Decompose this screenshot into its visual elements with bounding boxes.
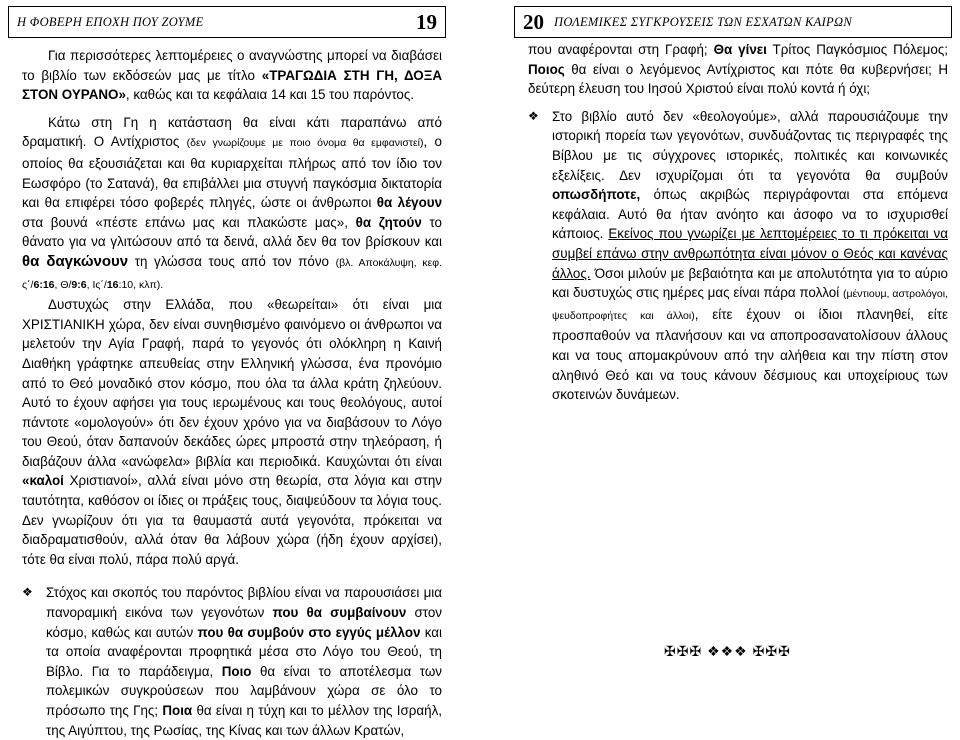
right-paragraph-1 (528, 40, 948, 99)
text-run: και τα οποία αναφέρονται προφητικά μέσα στο Λόγο του Θεού, τη Βίβλο. Για το παράδειγμα, (46, 624, 442, 679)
right-bullet-text (552, 107, 948, 405)
text-run: όπως ακριβώς περιγράφονται στα επόμενα κεφάλαια. Αυτό θα ήταν ανόητο και άσοφο να το ισχυρισθεί κάποιος. (552, 187, 948, 242)
right-page-number: 20 (523, 9, 544, 34)
right-page-body (514, 40, 952, 405)
right-page (514, 6, 952, 676)
right-header-title: ΠΟΛΕΜΙΚΕΣ ΣΥΓΚΡΟΥΣΕΙΣ ΤΩΝ ΕΣΧΑΤΩΝ ΚΑΙΡΩΝ (554, 14, 852, 29)
left-paragraph-3 (22, 295, 442, 569)
left-header-title: Η ΦΟΒΕΡΗ ΕΠΟΧΗ ΠΟΥ ΖΟΥΜΕ (17, 14, 204, 29)
text-run: Στόχος και σκοπός του παρόντος βιβλίου είναι να παρουσιάσει μια πανοραμική εικόνα των γεγονότων (46, 585, 442, 621)
ornament-divider: ✠✠✠ ❖❖❖ ✠✠✠ (664, 643, 791, 659)
reference-number: 6:16 (33, 278, 55, 291)
left-page (8, 6, 446, 738)
bold-text: που θα συμβαίνουν (272, 605, 407, 621)
small-note: (μέντιουμ, αστρολόγοι, ψευδοπροφήτες και άλλοι) (552, 288, 948, 322)
underlined-text: Εκείνος που γνωρίζει με λεπτομέρειες το τι πρόκειται να συμβεί επάνω στην ανθρωπότητα είναι μόνον ο Θεός και κανένας άλλος. (552, 226, 948, 281)
text-run: , είτε έχουν οι ίδιοι πλανηθεί, είτε προσπαθούν να πλανήσουν και να αποπροσανατολίσουν άλλους και να τους απομακρύνουν από την αλήθεια και την πίστη στον αληθινό Θεό και να τους κάνουν δέσμιους και υποχείριους των σκοτεινών δυνάμεων. (552, 306, 949, 403)
text-run: θα είναι το αποτέλεσμα των πολεμικών συγκρούσεων που λαμβάνουν χώρα σε όλο το πρόσωπο της Γης; (46, 663, 442, 718)
reference-number: 9:6 (71, 278, 87, 291)
bold-text: Ποιο (221, 663, 252, 679)
diamond-bullet-icon: ❖ (528, 108, 539, 123)
left-page-header (8, 6, 446, 38)
bold-text: Ποιος (528, 61, 565, 77)
bold-text: οπωσδήποτε, (552, 187, 641, 203)
book-title: «ΤΡΑΓΩΔΙΑ ΣΤΗ ΓΗ, ΔΟΞΑ ΣΤΟΝ ΟΥΡΑΝΟ» (22, 67, 442, 103)
text-run: στον κόσμο, καθώς και αυτών (46, 605, 442, 640)
reference: :10, κλπ). (118, 278, 164, 291)
reference: , Ις΄/ (86, 278, 107, 291)
reference: (βλ. Αποκάλυψη, κεφ. ς΄/ (22, 256, 443, 291)
reference: , Θ/ (54, 278, 72, 291)
emphasis-text: θα δαγκώνουν (22, 252, 129, 270)
text-run: Δυστυχώς στην Ελλάδα, που «θεωρείται» ότι είναι μια ΧΡΙΣΤΙΑΝΙΚΗ χώρα, δεν είναι συνηθισμένο φαινόμενο οι άνθρωποι να μελετούν την Αγία Γραφή, παρά το γεγονός ότι ολόκληρη η Καινή Διαθήκη γράφτηκε απευθείας στην Ελληνική γλώσσα, ένα προνόμιο από το Θεό μοναδικό στον κόσμο, που όλα τα άλλα κράτη ζηλεύουν. Αυτό το έχουν αφήσει για τους ιερωμένους και τους θεολόγους, αυτοί πάντοτε «ομολογούν» ότι δεν έχουν χρόνο για να διαβάσουν το Λόγο του Θεού, όταν δαπανούν δεκάδες ώρες μπροστά στην τηλεόραση, ή διαβάζουν άλλα «ανώφελα» βιβλία και περιοδικά. Καυχώνται ότι είναι (22, 297, 442, 469)
text-run: Ο Αντίχριστος (86, 134, 187, 150)
bold-text: που θα συμβούν στο εγγύς μέλλον (197, 624, 421, 640)
reference-number: 16 (106, 278, 119, 291)
bold-text: Θα γίνει (713, 42, 767, 57)
left-bullet-text (46, 583, 442, 740)
text-run: Χριστιανοί», αλλά είναι μόνο στη θεωρία, στα λόγια και στην ταυτότητα, καθόσον οι ίδιες οι πράξεις τους, διαψεύδουν τα λόγια τους. Δεν γνωρίζουν ότι για τα θαυμαστά αυτά γεγονότα, πρόκειται να διαδραματισθούν, αλλά όταν θα λάβουν χώρα (ήδη έχουν αρχίσει), τότε θα είναι πολύ, πάρα πολύ αργά. (22, 473, 442, 567)
left-page-number: 19 (416, 9, 437, 34)
left-paragraph-2 (22, 113, 442, 295)
text-run: το θάνατο για να γλιτώσουν από τα δεινά, αλλά δεν θα τον βρίσκουν και (22, 214, 442, 250)
text-run: θα είναι ο λεγόμενος Αντίχριστος και πότε θα κυβερνήσει; Η δεύτερη έλευση του Ιησού Χριστού είναι πολύ κοντά ή όχι; (528, 61, 948, 97)
text-run: στα βουνά «πέστε επάνω μας και πλακώστε μας», (22, 214, 356, 230)
text-run: θα είναι η τύχη και το μέλλον της Ισραήλ, της Αιγύπτου, της Ρωσίας, της Κίνας και των άλλων Κρατών, (46, 703, 442, 738)
small-note: (δεν γνωρίζουμε με ποιο όνομα θα εμφανιστεί) (186, 137, 424, 150)
text-run: , καθώς και τα κεφάλαια 14 και 15 του παρόντος. (125, 87, 415, 103)
left-page-body (8, 46, 446, 740)
bold-text: Ποια (162, 703, 193, 718)
right-bullet-item (528, 107, 948, 405)
text-run: που αναφέρονται στη Γραφή; (528, 42, 714, 57)
left-paragraph-1 (22, 46, 442, 105)
bold-text: «καλοί (22, 473, 64, 489)
text-run: τη γλώσσα τους από τον πόνο (128, 253, 336, 269)
right-page-header (514, 6, 952, 38)
diamond-bullet-icon: ❖ (22, 585, 33, 600)
text-run: Για περισσότερες λεπτομέρειες ο αναγνώστης μπορεί να διαβάσει το βιβλίο των εκδόσεών μας με τίτλο (22, 48, 442, 83)
text-run: Όσοι μιλούν με βεβαιότητα και με απολυτότητα για το αύριο και δυστυχώς στις ημέρες μας είναι πάρα πολλοί (552, 265, 948, 301)
bold-text: θα ζητούν (355, 214, 422, 230)
text-run: Κάτω στη Γη η κατάσταση θα είναι κάτι παραπάνω από δραματική. (22, 114, 442, 150)
text-run: , ο οποίος θα εξουσιάζεται και θα κυριαρχείται πλήρως από τον ίδιο τον Εωσφόρο (το Σατανά), θα επιβάλλει μια στυγνή παγκόσμια δικτατορία και θα επιφέρει τόσο φοβερές πληγές, ώστε οι άνθρωποι (22, 134, 443, 211)
text-run: Τρίτος Παγκόσμιος Πόλεμος; (766, 42, 948, 57)
text-run: Στο βιβλίο αυτό δεν «θεολογούμε», αλλά παρουσιάζουμε την ιστορική πορεία των γεγονότων, συνδυάζοντας τις περιγραφές της Βίβλου με τις σύγχρονες ιστορικές, πολιτικές και κοινωνικές εξελίξεις. Δεν ισχυρίζομαι ότι τα γεγονότα θα συμβούν (552, 108, 948, 183)
bold-text: θα λέγουν (376, 195, 443, 211)
left-bullet-item (22, 583, 442, 740)
